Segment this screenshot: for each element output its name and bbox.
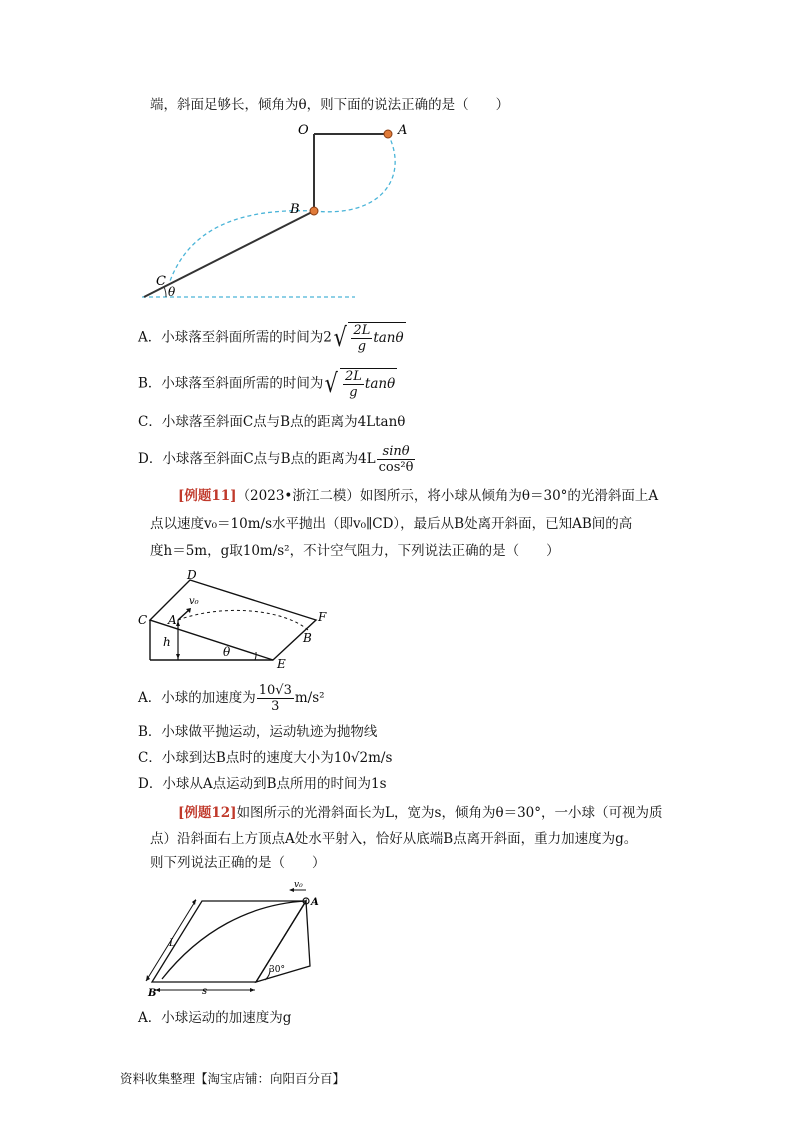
ex11-line-2: 点以速度v₀＝10m/s水平抛出（即v₀∥CD），最后从B处离开斜面，已知AB间的高	[150, 516, 633, 532]
label-e: E	[277, 657, 286, 671]
label-s: s	[202, 986, 208, 997]
label-c: C	[138, 613, 148, 627]
frac-num: 2L	[345, 369, 362, 384]
label-d: D	[187, 568, 197, 582]
ex11-option-b: B．小球做平抛运动，运动轨迹为抛物线	[138, 724, 378, 740]
label-angle: 30°	[269, 965, 285, 975]
ex12-option-a: A．小球运动的加速度为g	[138, 1010, 292, 1026]
frac-num: 2L	[353, 323, 371, 338]
q10-option-d	[138, 444, 416, 475]
sqrt-body	[340, 368, 397, 400]
frac-den: 3	[271, 699, 280, 714]
figure-slope-plane	[140, 876, 325, 998]
option-a-text: A．小球的加速度为	[138, 690, 256, 706]
intro-line: 端，斜面足够长，倾角为θ，则下面的说法正确的是（ ）	[150, 97, 510, 113]
label-a: A	[398, 123, 408, 138]
figure-incline-plane	[135, 568, 335, 673]
label-h: h	[163, 635, 171, 649]
label-o: O	[298, 123, 309, 138]
q10-option-b	[138, 368, 397, 400]
ex11-label: [例题11]	[178, 488, 237, 504]
ball-a-icon	[384, 130, 392, 138]
option-d-text: D．小球落至斜面C点与B点的距离为4L	[138, 451, 376, 467]
label-a: A	[168, 613, 177, 627]
ex11-text-1: （2023•浙江二模）如图所示，将小球从倾角为θ＝30°的光滑斜面上A	[236, 488, 659, 504]
option-a-text: A．小球落至斜面所需的时间为	[138, 329, 324, 346]
label-b: B	[148, 988, 157, 998]
label-b: B	[303, 631, 312, 645]
ex12-line-2: 点）沿斜面右上方顶点A处水平射入，恰好从底端B点离开斜面，重力加速度为g。	[150, 831, 638, 847]
ex11-option-a	[138, 683, 325, 714]
ball-b-icon	[310, 207, 318, 215]
frac-den: g	[357, 339, 367, 354]
footer-note: 资料收集整理【淘宝店铺：向阳百分百】	[120, 1071, 346, 1086]
tan-term: tanθ	[373, 330, 404, 346]
ex12-label: [例题12]	[178, 805, 237, 821]
ex11-option-d: D．小球从A点运动到B点所用的时间为1s	[138, 776, 387, 792]
label-theta: θ	[168, 285, 176, 299]
frac-den: cos²θ	[378, 460, 414, 475]
label-f: F	[318, 610, 327, 624]
label-b: B	[290, 202, 300, 217]
ex12-line-3: 则下列说法正确的是（ ）	[150, 855, 326, 871]
ex12-text-1: 如图所示的光滑斜面长为L，宽为s，倾角为θ＝30°，一小球（可视为质	[236, 805, 663, 821]
unit: m/s²	[294, 690, 325, 706]
sqrt-icon: √	[333, 323, 347, 353]
sqrt-body	[348, 322, 405, 354]
ex11-line-3: 度h＝5m，g取10m/s²，不计空气阻力，下列说法正确的是（ ）	[150, 543, 560, 559]
q10-option-c: C．小球落至斜面C点与B点的距离为4Ltanθ	[138, 414, 406, 430]
option-b-text: B．小球落至斜面所需的时间为	[138, 375, 324, 392]
figure-projectile-incline	[130, 118, 420, 308]
ex11-line-1	[178, 486, 658, 506]
ex11-option-c: C．小球到达B点时的速度大小为10√2m/s	[138, 750, 393, 766]
label-a: A	[311, 897, 319, 908]
sqrt-icon: √	[325, 369, 339, 399]
label-v0: v₀	[294, 880, 303, 890]
ex12-line-1	[178, 803, 663, 823]
label-v0: v₀	[189, 596, 199, 607]
label-theta: θ	[223, 645, 231, 659]
label-c: C	[156, 274, 166, 289]
q10-option-a	[138, 322, 406, 354]
frac-den: g	[349, 385, 358, 400]
coef: 2	[323, 329, 332, 346]
label-l: L	[169, 938, 176, 949]
frac-num: 10√3	[258, 683, 292, 698]
tan-term: tanθ	[364, 376, 396, 392]
frac-num: sinθ	[377, 444, 416, 460]
